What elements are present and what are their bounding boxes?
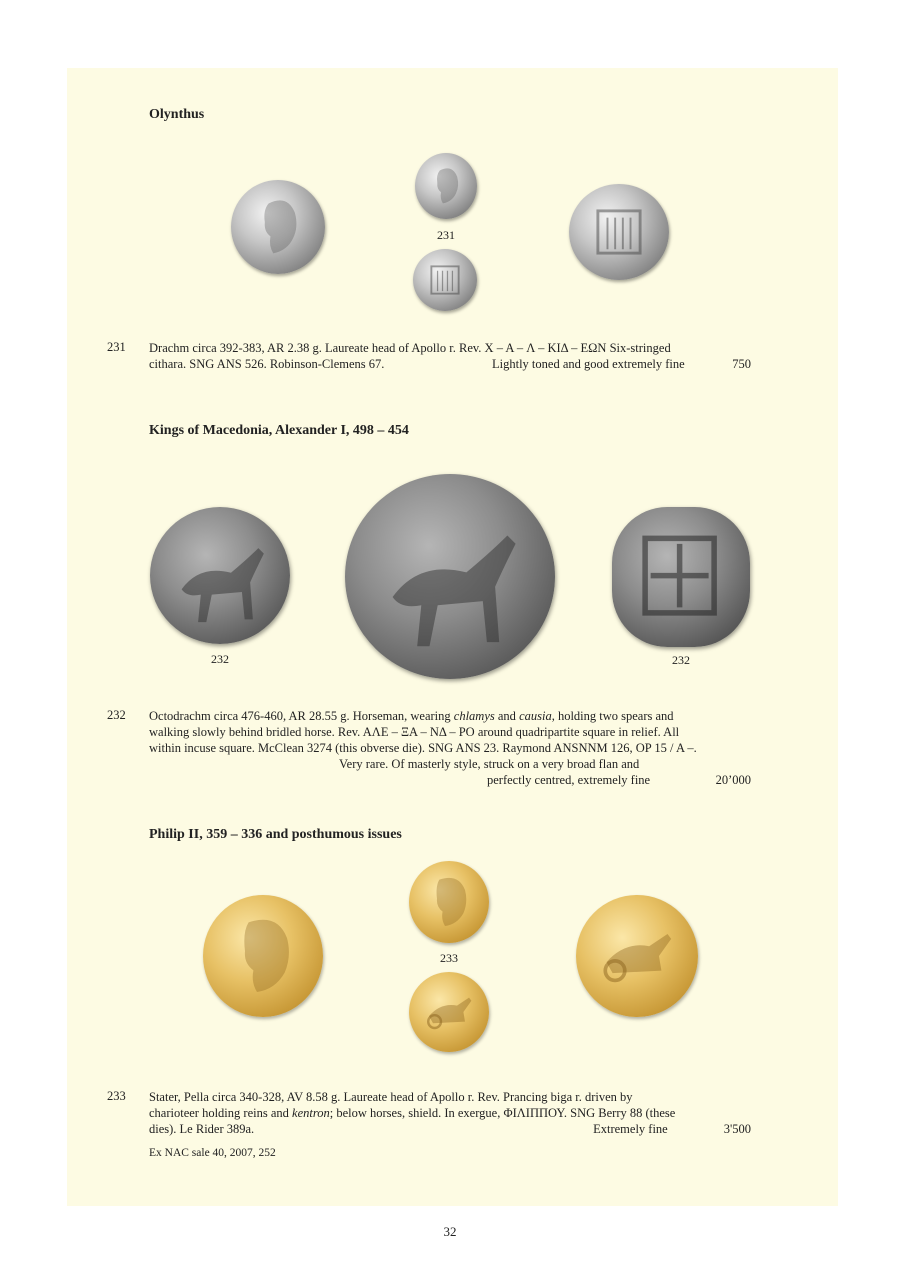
lot-232-line-1	[149, 708, 751, 724]
section-heading-alexander: Kings of Macedonia, Alexander I, 498 – 454	[149, 423, 409, 438]
lot-233-provenance: Ex NAC sale 40, 2007, 252	[149, 1147, 276, 1159]
lot-232-grade: perfectly centred, extremely fine	[487, 773, 651, 787]
lot-description-231	[149, 340, 751, 372]
lot-233-price: 3'500	[723, 1122, 751, 1136]
lot-232-line-1c: , holding two spears and	[551, 709, 674, 723]
lot-233-term-kentron: kentron	[292, 1106, 330, 1120]
coin-231-reverse-large	[569, 184, 669, 280]
section-heading-olynthus: Olynthus	[149, 107, 205, 122]
page-number: 32	[443, 1224, 457, 1239]
lot-233-line-2a: charioteer holding reins and	[149, 1106, 293, 1120]
lot-232-line-3: within incuse square. McClean 3274 (this obverse die). SNG ANS 23. Raymond ANSNNM 126, OP 15 / A –.	[149, 741, 697, 755]
coin-231-reverse-small	[413, 249, 477, 311]
lot-number-231: 231	[107, 340, 126, 354]
coin-label-232-right: 232	[672, 653, 690, 667]
lot-232-line-4: Very rare. Of masterly style, struck on a very broad flan and	[339, 757, 640, 771]
lot-233-line-2	[149, 1105, 751, 1121]
lot-233-line-1: Stater, Pella circa 340-328, AV 8.58 g. Laureate head of Apollo r. Rev. Prancing biga r. driven by	[149, 1090, 633, 1104]
coin-232-reverse	[612, 507, 750, 647]
coin-233-reverse-large	[576, 895, 698, 1017]
lot-233-line-2b: ; below horses, shield. In exergue, ΦΙΛΙΠΠΟΥ. SNG Berry 88 (these	[329, 1106, 676, 1120]
coin-233-obverse-large	[203, 895, 323, 1017]
lot-232-price: 20’000	[715, 773, 751, 787]
lot-233-reference: dies). Le Rider 389a.	[149, 1122, 255, 1136]
section-heading-philip: Philip II, 359 – 336 and posthumous issues	[149, 827, 402, 842]
lot-231-grade: Lightly toned and good extremely fine	[492, 357, 685, 371]
lot-233-line-3	[149, 1121, 751, 1137]
lot-232-line-1a: Octodrachm circa 476-460, AR 28.55 g. Horseman, wearing	[149, 709, 454, 723]
lot-231-price: 750	[732, 357, 751, 371]
lot-232-line-2: walking slowly behind bridled horse. Rev. AΛE – ΞA – NΔ – PO around quadripartite square in relief. All	[149, 725, 680, 739]
lot-number-233: 233	[107, 1089, 126, 1103]
lot-232-line-1b: and	[494, 709, 520, 723]
lot-232-term-causia: causia	[519, 709, 552, 723]
lot-232-term-chlamys: chlamys	[453, 709, 495, 723]
coin-232-obverse-small	[150, 507, 290, 644]
lot-231-line-1: Drachm circa 392-383, AR 2.38 g. Laureate head of Apollo r. Rev. X – A – Λ – KIΔ – EΩN Six-stringed	[149, 341, 671, 355]
coin-233-reverse-small	[409, 972, 489, 1052]
coin-label-233: 233	[440, 951, 458, 965]
lot-description-233	[149, 1089, 751, 1137]
coin-231-obverse-large	[231, 180, 325, 274]
lot-231-reference: cithara. SNG ANS 526. Robinson-Clemens 67.	[149, 357, 385, 371]
coin-label-232-left: 232	[211, 652, 229, 666]
coin-label-231: 231	[437, 228, 455, 242]
lot-number-232: 232	[107, 708, 126, 722]
lot-232-line-5	[149, 772, 751, 788]
coin-232-obverse-large	[345, 474, 555, 679]
lot-231-line-2	[149, 356, 751, 372]
coin-231-obverse-small	[415, 153, 477, 219]
lot-233-grade: Extremely fine	[593, 1122, 668, 1136]
coin-233-obverse-small	[409, 861, 489, 943]
lot-description-232	[149, 708, 751, 788]
